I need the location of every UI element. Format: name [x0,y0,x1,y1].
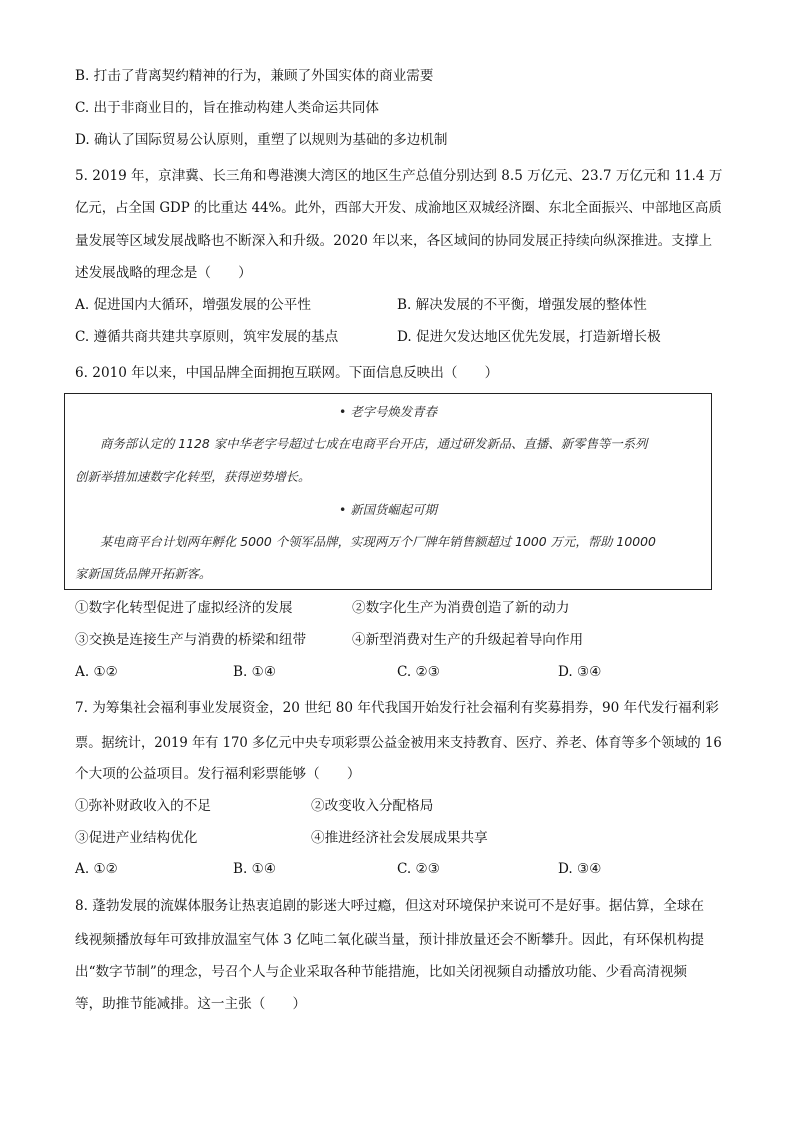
q7-stem-line-1: 7. 为筹集社会福利事业发展资金，20 世纪 80 年代我国开始发行社会福利有奖募捐券，90 年代发行福利彩 [75,700,719,716]
q8-stem-line-4: 等，助推节能减排。这一主张（ ） [75,996,307,1012]
q7-statement-4: ④推进经济社会发展成果共享 [311,830,488,846]
q5-stem-line-4: 述发展战略的理念是（ ） [75,265,252,281]
q6-statement-2: ②数字化生产为消费创造了新的动力 [352,600,570,616]
q8-stem-line-1: 8. 蓬勃发展的流媒体服务让热衷追剧的影迷大呼过瘾，但这对环境保护来说可不是好事。据估算，全球在 [75,898,705,914]
q5-option-b: B. 解决发展的不平衡，增强发展的整体性 [397,297,647,313]
q6-option-a: A. ①② [75,664,118,680]
q6-statement-1: ①数字化转型促进了虚拟经济的发展 [75,600,293,616]
q7-option-d: D. ③④ [558,861,602,877]
material-paragraph-1-line-2: 创新举措加速数字化转型，获得逆势增长。 [75,469,311,484]
q6-option-b: B. ①④ [233,664,277,680]
q4-option-d: D. 确认了国际贸易公认原则，重塑了以规则为基础的多边机制 [75,132,448,148]
q8-stem-line-2: 线视频播放每年可致排放温室气体 3 亿吨二氧化碳当量，预计排放量还会不断攀升。因此，有环保机构提 [75,932,705,948]
q7-statement-1: ①弥补财政收入的不足 [75,798,211,814]
q6-stem: 6. 2010 年以来，中国品牌全面拥抱互联网。下面信息反映出（ ） [75,365,499,381]
q8-stem-line-3: 出“数字节制”的理念，号召个人与企业采取各种节能措施，比如关闭视频自动播放功能、少看高清视频 [75,964,688,980]
q6-option-d: D. ③④ [558,664,602,680]
q6-statement-4: ④新型消费对生产的升级起着导向作用 [352,632,584,648]
q4-option-c: C. 出于非商业目的，旨在推动构建人类命运共同体 [75,100,380,116]
q5-stem-line-1: 5. 2019 年，京津冀、长三角和粤港澳大湾区的地区生产总值分别达到 8.5 万亿元、23.7 万亿元和 11.4 万 [75,168,723,184]
q4-option-b: B. 打击了背离契约精神的行为，兼顾了外国实体的商业需要 [75,68,434,84]
q6-statement-3: ③交换是连接生产与消费的桥梁和纽带 [75,632,307,648]
material-paragraph-2-line-1: 某电商平台计划两年孵化 5000 个领军品牌，实现两万个厂牌年销售额超过 1000 万元，帮助 10000 [100,534,656,549]
q5-stem-line-2: 亿元，占全国 GDP 的比重达 44%。此外，西部大开发、成渝地区双城经济圈、东北全面振兴、中部地区高质 [75,200,722,216]
q5-option-d: D. 促进欠发达地区优先发展，打造新增长极 [397,329,661,345]
q7-stem-line-2: 票。据统计，2019 年有 170 多亿元中央专项彩票公益金被用来支持教育、医疗、养老、体育等多个领域的 16 [75,735,722,751]
q7-statement-3: ③促进产业结构优化 [75,830,198,846]
q5-option-c: C. 遵循共商共建共享原则，筑牢发展的基点 [75,329,339,345]
q7-option-c: C. ②③ [397,861,440,877]
q5-option-a: A. 促进国内大循环，增强发展的公平性 [75,297,311,313]
material-paragraph-1-line-1: 商务部认定的 1128 家中华老字号超过七成在电商平台开店，通过研发新品、直播、新零售等一系列 [100,436,648,451]
q7-option-b: B. ①④ [233,861,277,877]
q7-statement-2: ②改变收入分配格局 [311,798,434,814]
q7-option-a: A. ①② [75,861,118,877]
q6-option-c: C. ②③ [397,664,440,680]
material-heading-1: • 老字号焕发青春 [339,404,437,419]
q6-material-box [64,393,712,590]
q7-stem-line-3: 个大项的公益项目。发行福利彩票能够（ ） [75,766,361,782]
material-paragraph-2-line-2: 家新国货品牌开拓新客。 [75,566,212,581]
q5-stem-line-3: 量发展等区域发展战略也不断深入和升级。2020 年以来，各区域间的协同发展正持续向纵深推进。支撑上 [75,233,713,249]
material-heading-2: • 新国货崛起可期 [339,502,437,517]
